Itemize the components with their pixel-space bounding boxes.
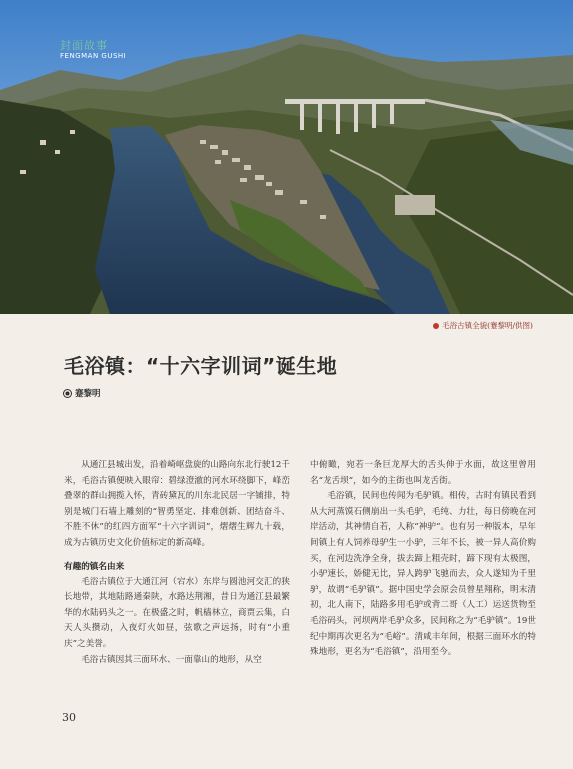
body-paragraph: 毛浴镇，民间也传闻为毛驴镇。相传，古时有镇民看到从大河蒸馍石侧崩出一头毛驴，毛纯、力壮，每日傍晚在河岸活动，其神情自若，人称“神驴”。也有另一种版本，早年间镇上有人饲养母驴生一小驴，三年不长，被一异人高价购买，在河边洗净全身，拔去蹄上粗壳时，蹄下现有太极图，小驴速长，娇健无比，异人跨驴飞驰而去，众人遂知为千里驴，故谓“毛驴镇”。据中国史学会原会员曾星翔称，明末清初，北人南下，陆路多用毛驴或背二哥（人工）运送货物至毛浴码头，河坝两岸毛驴众多，民间称之为“毛驴镇”。19世纪中期再次更名为“毛峪”。清咸丰年间，根据三面环水的特殊地形，更名为“毛浴镇”，沿用至今。 bbox=[310, 491, 536, 658]
caption-dot-icon bbox=[433, 323, 439, 329]
author-name: 蹇黎明 bbox=[75, 389, 101, 399]
photo-caption-text: 毛浴古镇全貌(蹇黎明/供图) bbox=[442, 321, 533, 330]
body-paragraph: 毛浴古镇位于大通江河（宕水）东岸与圆池河交汇的狭长地带，其地陆路通秦陕，水路达荆湘，昔日为通江县最繁华的水陆码头之一。在极盛之时，帆樯林立，商贾云集，白天人头攒动，入夜灯火如昼，弦歌之声远扬，时有“小重庆”之美誉。 bbox=[64, 576, 290, 649]
body-paragraph: 毛浴古镇因其三面环水、一面靠山的地形，从空 bbox=[81, 654, 262, 665]
page-number: 30 bbox=[62, 711, 76, 724]
cover-photo bbox=[0, 0, 573, 314]
subheading: 有趣的镇名由来 bbox=[64, 561, 125, 572]
photo-caption bbox=[433, 320, 533, 331]
section-tag-en: FENGMAN GUSHI bbox=[60, 52, 127, 60]
author-bullet-icon bbox=[64, 390, 71, 397]
body-column-left bbox=[64, 458, 290, 668]
section-tag-cn: 封面故事 bbox=[60, 39, 108, 52]
article-title: 毛浴镇：“十六字训词”诞生地 bbox=[64, 354, 338, 378]
section-tag bbox=[60, 40, 126, 61]
body-paragraph: 中俯瞰，宛若一条巨龙厚大的舌头伸于水面，故这里曾用名“龙舌坝”，如今的主街也叫龙舌街。 bbox=[310, 460, 536, 486]
body-column-right bbox=[310, 458, 536, 661]
body-paragraph: 从通江县城出发，沿着崎岖盘旋的山路向东北行驶12千米，毛浴古镇便映入眼帘：碧绿澄澈的河水环绕脚下，峰峦叠翠的群山拥揽入怀，青砖黛瓦的川东北民居一字铺排，特别是城门石墙上雕刻的“智勇坚定、排难创新、团结奋斗、不胜不休”的红四方面军“十六字训词”，熠熠生辉九十载，成为古镇历史文化价值标定的新高峰。 bbox=[64, 460, 290, 548]
article-author bbox=[64, 387, 101, 399]
